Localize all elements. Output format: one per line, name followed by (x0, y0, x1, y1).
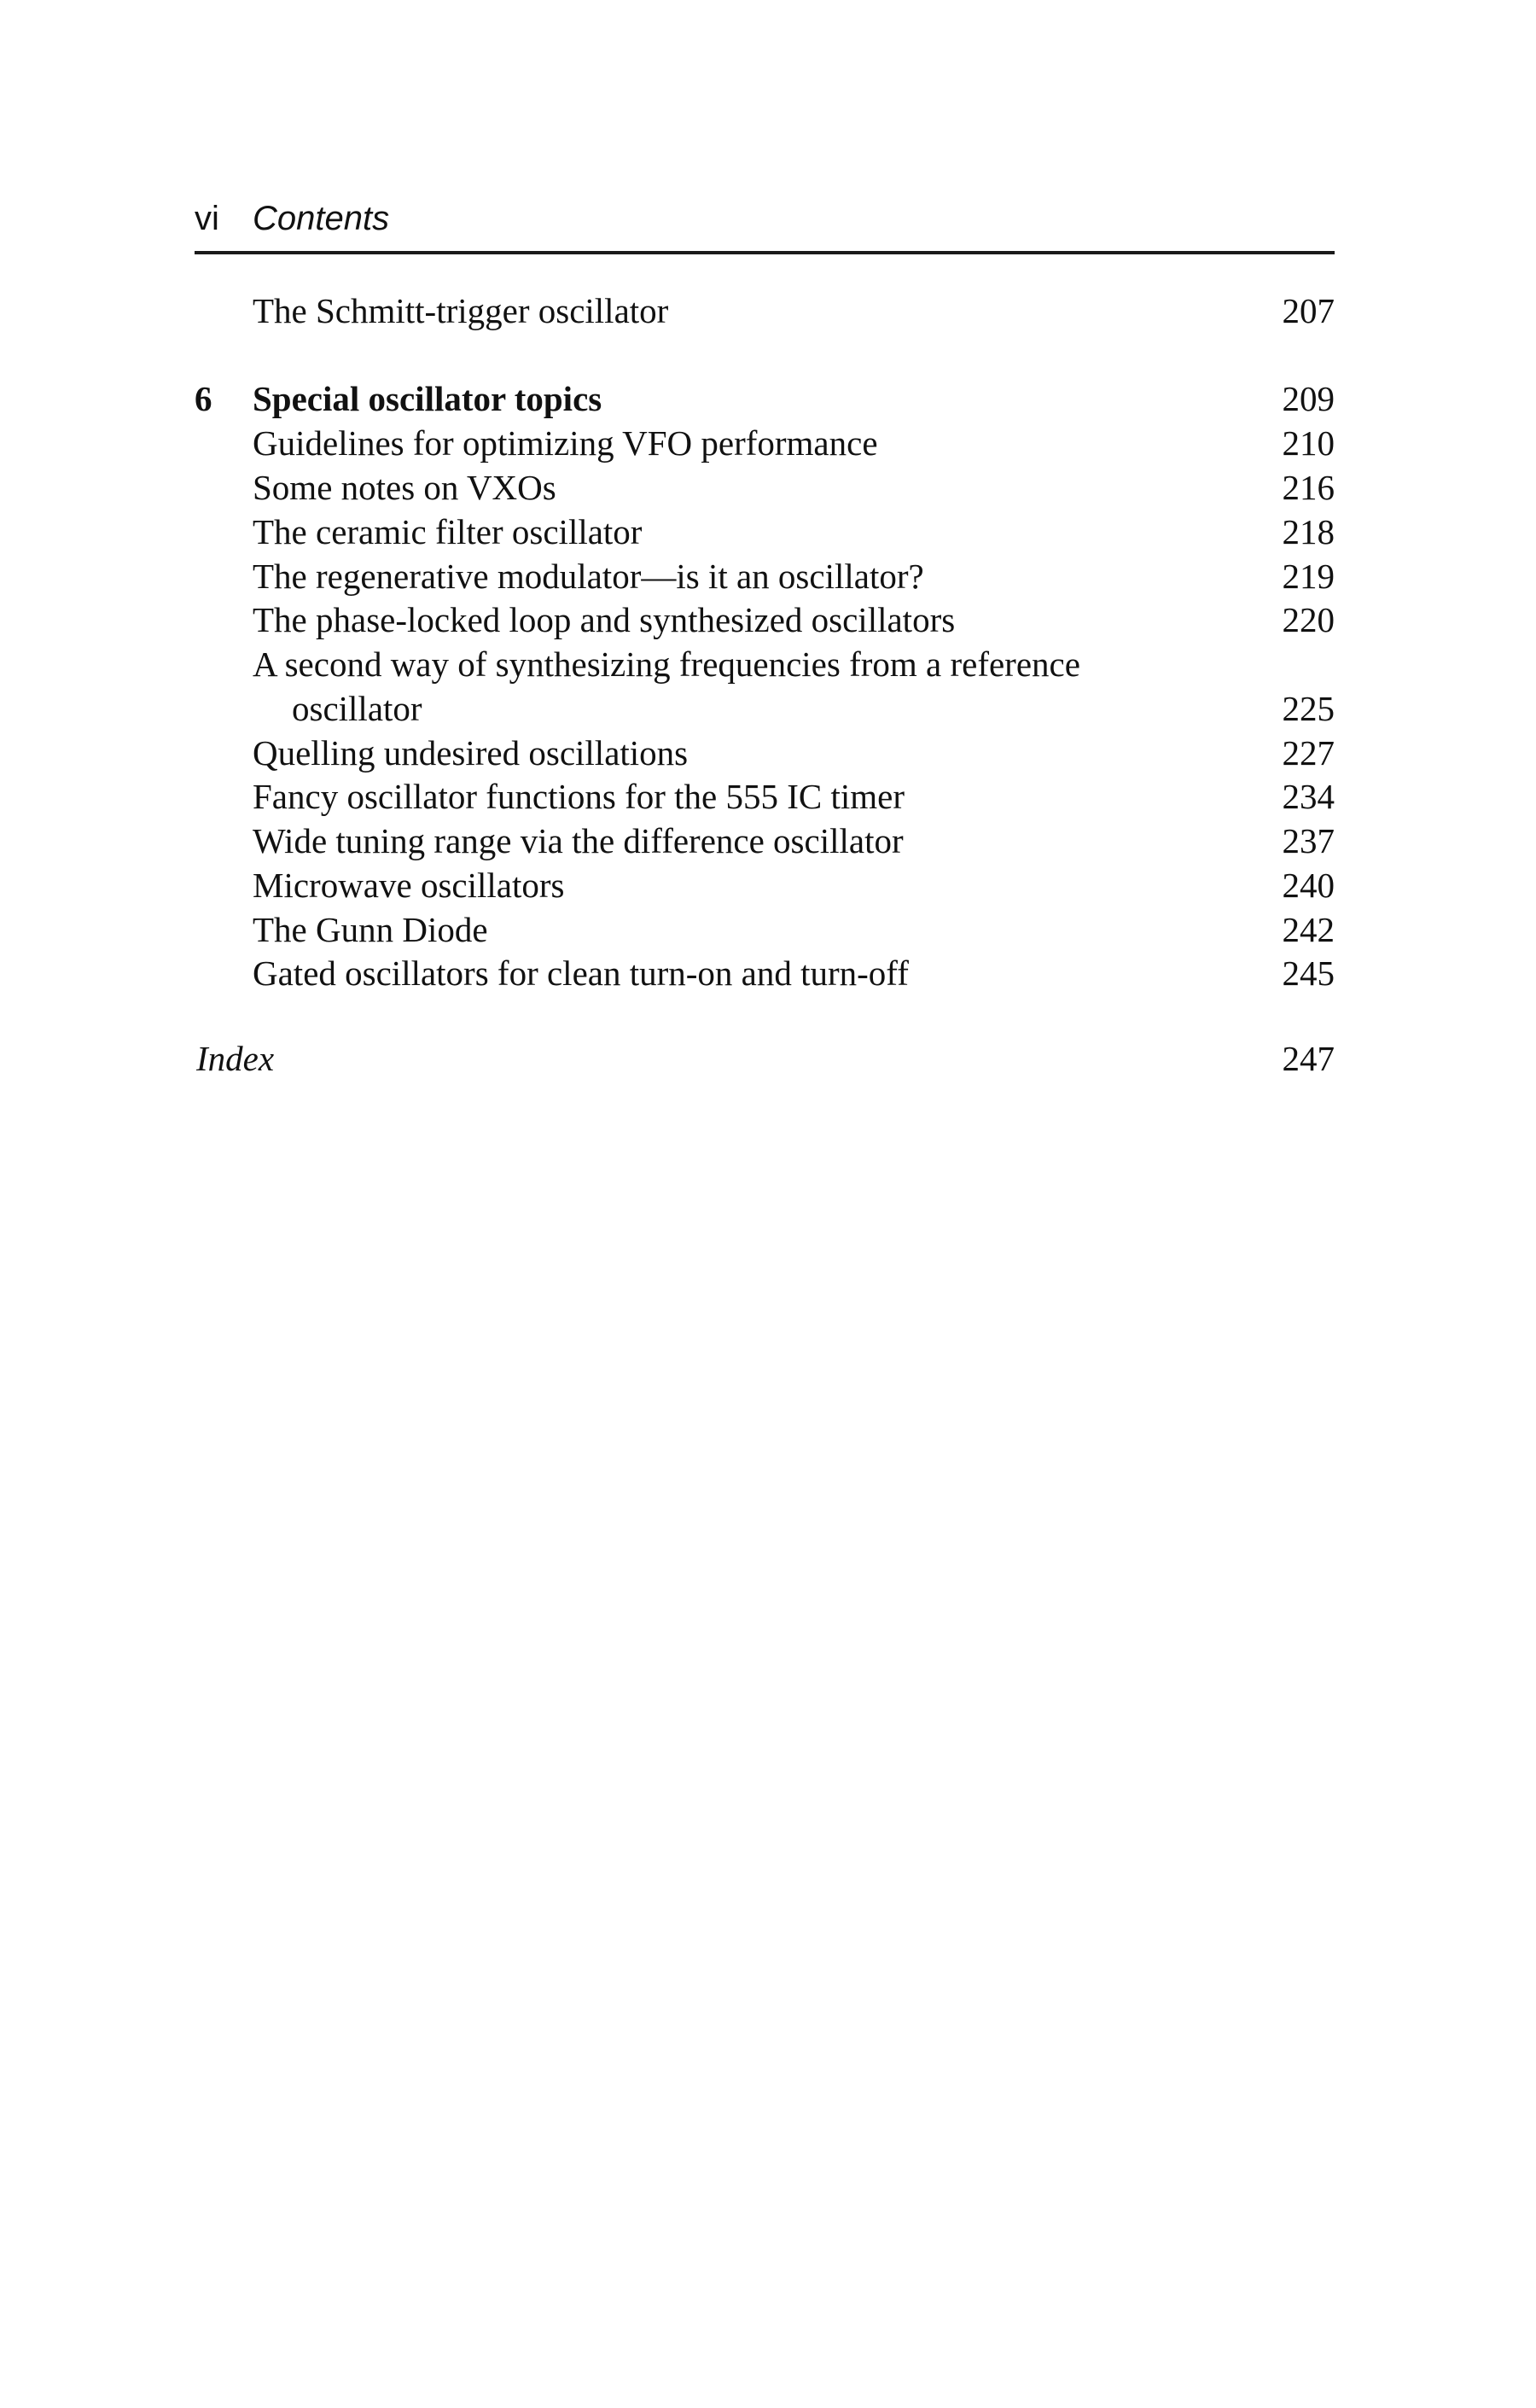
toc-entry-title: Wide tuning range via the difference oscillator (253, 821, 904, 860)
toc-entry-title: oscillator (292, 689, 422, 728)
toc-page-number: 216 (1282, 468, 1335, 507)
toc-page-number: 207 (1282, 291, 1335, 330)
toc-entry (195, 863, 1335, 907)
toc-entry-title: Guidelines for optimizing VFO performance (253, 423, 878, 463)
toc-entry (195, 289, 1335, 333)
toc-entry-continuation (195, 686, 1335, 731)
running-header (195, 193, 1335, 254)
chapter-title: Special oscillator topics (253, 379, 602, 418)
page-folio: vi (195, 200, 219, 237)
toc-entry-title: The phase-locked loop and synthesized oscillators (253, 600, 956, 639)
toc-page-number: 247 (1282, 1039, 1335, 1078)
toc-page-number: 237 (1282, 821, 1335, 860)
toc-page-number: 225 (1282, 689, 1335, 728)
toc-page-number: 220 (1282, 600, 1335, 639)
toc-entry (195, 598, 1335, 642)
toc-entry-title: Fancy oscillator functions for the 555 IC timer (253, 777, 905, 816)
toc-page-number: 210 (1282, 423, 1335, 463)
toc-entry (195, 907, 1335, 952)
toc-page-number: 227 (1282, 733, 1335, 773)
toc-page-number: 242 (1282, 910, 1335, 949)
toc-page-number: 218 (1282, 512, 1335, 551)
toc-entry-title: Microwave oscillators (253, 866, 565, 905)
chapter-number: 6 (195, 379, 212, 418)
toc-page-number: 240 (1282, 866, 1335, 905)
toc-index-entry (195, 1036, 1335, 1081)
toc-entry-title: Gated oscillators for clean turn-on and turn-off (253, 953, 909, 993)
toc-entry-title: The Schmitt-trigger oscillator (253, 291, 669, 330)
toc-entry (195, 819, 1335, 863)
toc-entry-title: A second way of synthesizing frequencies from a reference (253, 644, 1080, 684)
toc-page-number: 219 (1282, 557, 1335, 596)
toc-entry (195, 642, 1335, 686)
running-head-title: Contents (253, 200, 390, 237)
toc-entry (195, 510, 1335, 554)
toc-entry-title: The regenerative modulator—is it an oscillator? (253, 557, 924, 596)
toc-page-number: 234 (1282, 777, 1335, 816)
toc-entry (195, 774, 1335, 819)
toc-page-number: 245 (1282, 953, 1335, 993)
toc-entry-title: Quelling undesired oscillations (253, 733, 689, 773)
toc-chapter-entry (195, 376, 1335, 421)
toc-entry-title: Some notes on VXOs (253, 468, 556, 507)
toc-entry (195, 465, 1335, 510)
toc-entry (195, 554, 1335, 598)
toc-entry (195, 731, 1335, 775)
index-title: Index (196, 1039, 275, 1078)
toc-entry-title: The Gunn Diode (253, 910, 488, 949)
toc-page-number: 209 (1282, 379, 1335, 418)
toc-entry-title: The ceramic filter oscillator (253, 512, 643, 551)
toc-entry (195, 421, 1335, 465)
toc-entry (195, 951, 1335, 995)
